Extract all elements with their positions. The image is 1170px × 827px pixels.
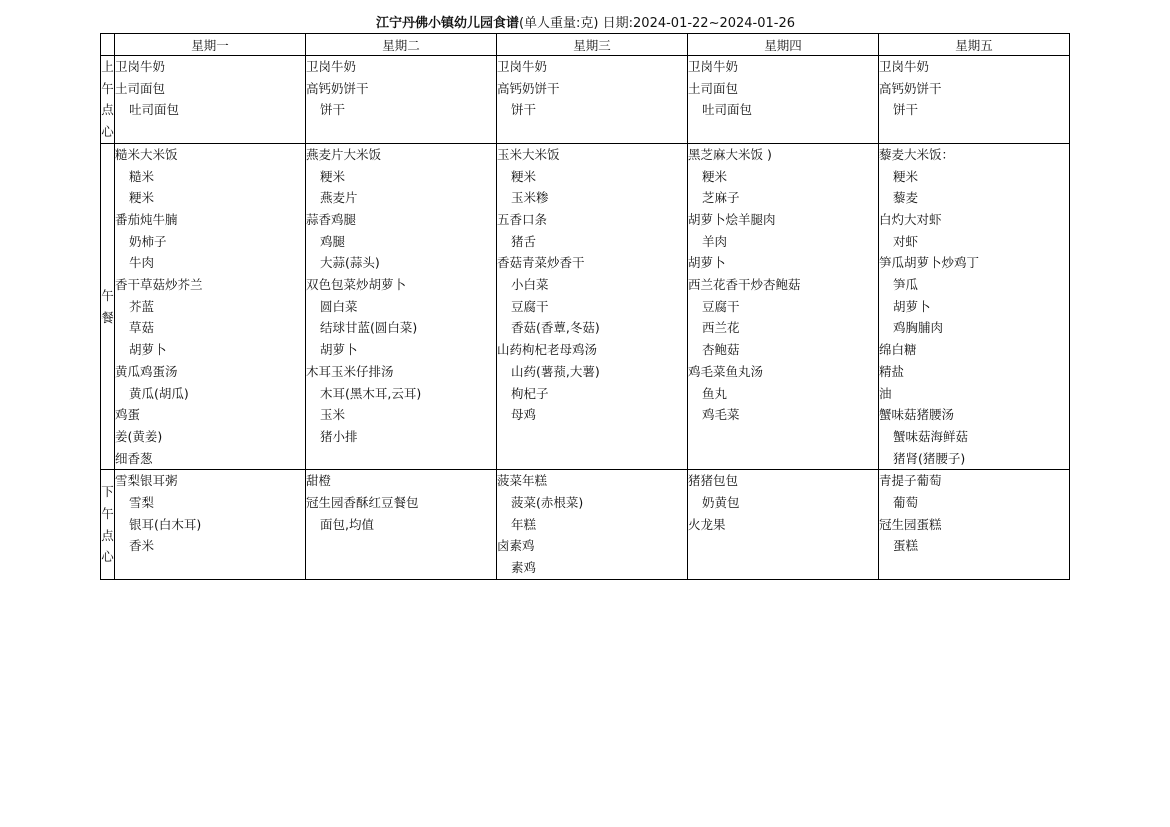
ingredient-item: 粳米 bbox=[511, 168, 537, 184]
menu-title bbox=[100, 14, 1071, 34]
menu-cell bbox=[306, 56, 497, 144]
dish-item: 土司面包 bbox=[115, 80, 166, 96]
meal-label-char: 点 bbox=[101, 102, 114, 118]
dish-item: 青提子葡萄 bbox=[879, 473, 942, 489]
ingredient-item: 粳米 bbox=[320, 168, 346, 184]
dish-item: 胡萝卜 bbox=[688, 255, 726, 271]
dish-item: 胡萝卜烩羊腿肉 bbox=[688, 211, 776, 227]
ingredient-item: 胡萝卜 bbox=[129, 342, 167, 358]
ingredient-item: 牛肉 bbox=[129, 255, 155, 271]
dish-item: 卫岗牛奶 bbox=[306, 59, 357, 74]
dish-item: 木耳玉米仔排汤 bbox=[306, 363, 394, 379]
school-name: 江宁丹佛小镇幼儿园食谱 bbox=[375, 16, 519, 31]
dish-item: 黑芝麻大米饭 ) bbox=[688, 146, 772, 162]
ingredient-item: 芝麻子 bbox=[702, 190, 740, 206]
dish-item: 蒜香鸡腿 bbox=[306, 211, 357, 227]
lunch-row bbox=[101, 143, 1070, 470]
dish-item: 鸡毛菜鱼丸汤 bbox=[688, 363, 764, 379]
ingredient-item: 粳米 bbox=[702, 168, 728, 184]
ingredient-item: 芥蓝 bbox=[129, 298, 155, 314]
dish-item: 卫岗牛奶 bbox=[688, 59, 739, 74]
dish-item: 卤素鸡 bbox=[497, 538, 535, 554]
morning-snack-row bbox=[101, 56, 1070, 144]
menu-cell bbox=[879, 470, 1070, 580]
day-header: 星期二 bbox=[306, 34, 497, 56]
ingredient-item: 猪肾(猪腰子) bbox=[893, 450, 966, 466]
meal-label-char: 餐 bbox=[101, 309, 114, 325]
ingredient-item: 胡萝卜 bbox=[320, 342, 358, 358]
ingredient-item: 粳米 bbox=[129, 190, 155, 206]
dish-item: 山药枸杞老母鸡汤 bbox=[497, 342, 598, 358]
dish-item: 双色包菜炒胡萝卜 bbox=[306, 277, 407, 293]
dish-item: 油 bbox=[879, 385, 892, 401]
meal-label-char: 点 bbox=[101, 527, 114, 543]
meal-label-char: 午 bbox=[101, 505, 114, 521]
ingredient-item: 吐司面包 bbox=[702, 102, 753, 118]
menu-cell bbox=[688, 143, 879, 470]
ingredient-item: 笋瓜 bbox=[893, 277, 919, 293]
dish-item: 番茄炖牛腩 bbox=[115, 211, 178, 227]
dish-item: 卫岗牛奶 bbox=[879, 59, 930, 74]
corner-cell bbox=[101, 34, 115, 56]
ingredient-item: 饼干 bbox=[893, 102, 919, 118]
ingredient-item: 豆腐干 bbox=[702, 298, 740, 314]
menu-cell bbox=[688, 56, 879, 144]
meal-label-char: 午 bbox=[101, 287, 114, 303]
dish-item: 黄瓜鸡蛋汤 bbox=[115, 363, 178, 379]
dish-item: 甜橙 bbox=[306, 473, 332, 489]
ingredient-item: 对虾 bbox=[893, 233, 919, 249]
ingredient-item: 面包,均值 bbox=[320, 516, 374, 532]
ingredient-item: 香菇(香蕈,冬菇) bbox=[511, 320, 600, 336]
dish-item: 精盐 bbox=[879, 363, 905, 379]
menu-cell bbox=[879, 143, 1070, 470]
menu-cell bbox=[497, 143, 688, 470]
dish-item: 冠生园香酥红豆餐包 bbox=[306, 495, 419, 511]
meal-label bbox=[101, 470, 115, 580]
ingredient-item: 蛋糕 bbox=[893, 538, 919, 554]
menu-cell bbox=[115, 470, 306, 580]
dish-item: 卫岗牛奶 bbox=[497, 59, 548, 74]
day-header: 星期四 bbox=[688, 34, 879, 56]
dish-item: 藜麦大米饭： bbox=[879, 146, 955, 162]
dish-item: 高钙奶饼干 bbox=[306, 80, 369, 96]
meal-label bbox=[101, 143, 115, 470]
ingredient-item: 木耳(黑木耳,云耳) bbox=[320, 385, 422, 401]
weight-unit-note: (单人重量:克) bbox=[518, 16, 599, 31]
ingredient-item: 胡萝卜 bbox=[893, 298, 931, 314]
ingredient-item: 香米 bbox=[129, 538, 155, 554]
menu-cell bbox=[115, 143, 306, 470]
dish-item: 燕麦片大米饭 bbox=[306, 146, 382, 162]
date-label: 日期: bbox=[602, 16, 634, 31]
ingredient-item: 奶黄包 bbox=[702, 495, 740, 511]
ingredient-item: 糙米 bbox=[129, 168, 155, 184]
dish-item: 白灼大对虾 bbox=[879, 211, 942, 227]
ingredient-item: 小白菜 bbox=[511, 277, 549, 293]
ingredient-item: 圆白菜 bbox=[320, 298, 358, 314]
ingredient-item: 猪舌 bbox=[511, 233, 537, 249]
ingredient-item: 素鸡 bbox=[511, 560, 537, 576]
ingredient-item: 枸杞子 bbox=[511, 385, 549, 401]
dish-item: 香菇青菜炒香干 bbox=[497, 255, 585, 271]
meal-label-char: 下 bbox=[101, 484, 114, 500]
menu-cell bbox=[306, 143, 497, 470]
weekly-menu-table bbox=[100, 33, 1070, 580]
ingredient-item: 玉米糁 bbox=[511, 190, 549, 206]
menu-cell bbox=[306, 470, 497, 580]
dish-item: 雪梨银耳粥 bbox=[115, 473, 178, 489]
ingredient-item: 蟹味菇海鲜菇 bbox=[893, 428, 969, 444]
ingredient-item: 母鸡 bbox=[511, 407, 537, 423]
dish-item: 土司面包 bbox=[688, 80, 739, 96]
ingredient-item: 大蒜(蒜头) bbox=[320, 255, 380, 271]
dish-item: 蟹味菇猪腰汤 bbox=[879, 407, 955, 423]
ingredient-item: 饼干 bbox=[511, 102, 537, 118]
ingredient-item: 豆腐干 bbox=[511, 298, 549, 314]
menu-cell bbox=[497, 56, 688, 144]
day-header-row bbox=[101, 34, 1070, 56]
menu-cell bbox=[115, 56, 306, 144]
dish-item: 细香葱 bbox=[115, 450, 153, 466]
day-header: 星期三 bbox=[497, 34, 688, 56]
day-header: 星期五 bbox=[879, 34, 1070, 56]
dish-item: 香干草菇炒芥兰 bbox=[115, 277, 203, 293]
ingredient-item: 结球甘蓝(圆白菜) bbox=[320, 320, 418, 336]
day-header: 星期一 bbox=[115, 34, 306, 56]
menu-cell bbox=[497, 470, 688, 580]
meal-label bbox=[101, 56, 115, 144]
date-range: 2024-01-22~2024-01-26 bbox=[633, 16, 796, 31]
dish-item: 菠菜年糕 bbox=[497, 473, 548, 489]
dish-item: 玉米大米饭 bbox=[497, 146, 560, 162]
ingredient-item: 鸡毛菜 bbox=[702, 407, 740, 423]
dish-item: 姜(黄姜) bbox=[115, 428, 163, 444]
dish-item: 绵白糖 bbox=[879, 342, 917, 358]
dish-item: 卫岗牛奶 bbox=[115, 59, 166, 74]
afternoon-snack-row bbox=[101, 470, 1070, 580]
meal-label-char: 心 bbox=[101, 124, 114, 140]
dish-item: 火龙果 bbox=[688, 516, 726, 532]
ingredient-item: 玉米 bbox=[320, 407, 346, 423]
dish-item: 鸡蛋 bbox=[115, 407, 141, 423]
ingredient-item: 山药(薯蓣,大薯) bbox=[511, 363, 600, 379]
ingredient-item: 藜麦 bbox=[893, 190, 919, 206]
ingredient-item: 菠菜(赤根菜) bbox=[511, 495, 584, 511]
dish-item: 笋瓜胡萝卜炒鸡丁 bbox=[879, 255, 980, 271]
ingredient-item: 燕麦片 bbox=[320, 190, 358, 206]
dish-item: 西兰花香干炒杏鲍菇 bbox=[688, 277, 801, 293]
dish-item: 冠生园蛋糕 bbox=[879, 516, 942, 532]
ingredient-item: 猪小排 bbox=[320, 428, 358, 444]
ingredient-item: 鸡胸脯肉 bbox=[893, 320, 944, 336]
ingredient-item: 草菇 bbox=[129, 320, 155, 336]
ingredient-item: 银耳(白木耳) bbox=[129, 516, 202, 532]
dish-item: 猪猪包包 bbox=[688, 473, 739, 489]
dish-item: 高钙奶饼干 bbox=[497, 80, 560, 96]
dish-item: 五香口条 bbox=[497, 211, 548, 227]
meal-label-char: 上 bbox=[101, 59, 114, 74]
ingredient-item: 黄瓜(胡瓜) bbox=[129, 385, 189, 401]
ingredient-item: 奶柿子 bbox=[129, 233, 167, 249]
menu-cell bbox=[879, 56, 1070, 144]
dish-item: 糙米大米饭 bbox=[115, 146, 178, 162]
ingredient-item: 鱼丸 bbox=[702, 385, 728, 401]
ingredient-item: 吐司面包 bbox=[129, 102, 180, 118]
ingredient-item: 年糕 bbox=[511, 516, 537, 532]
menu-cell bbox=[688, 470, 879, 580]
ingredient-item: 饼干 bbox=[320, 102, 346, 118]
meal-label-char: 午 bbox=[101, 80, 114, 96]
dish-item: 高钙奶饼干 bbox=[879, 80, 942, 96]
ingredient-item: 鸡腿 bbox=[320, 233, 346, 249]
meal-label-char: 心 bbox=[101, 549, 114, 565]
ingredient-item: 雪梨 bbox=[129, 495, 155, 511]
ingredient-item: 杏鲍菇 bbox=[702, 342, 740, 358]
ingredient-item: 粳米 bbox=[893, 168, 919, 184]
ingredient-item: 葡萄 bbox=[893, 495, 919, 511]
ingredient-item: 羊肉 bbox=[702, 233, 728, 249]
ingredient-item: 西兰花 bbox=[702, 320, 740, 336]
